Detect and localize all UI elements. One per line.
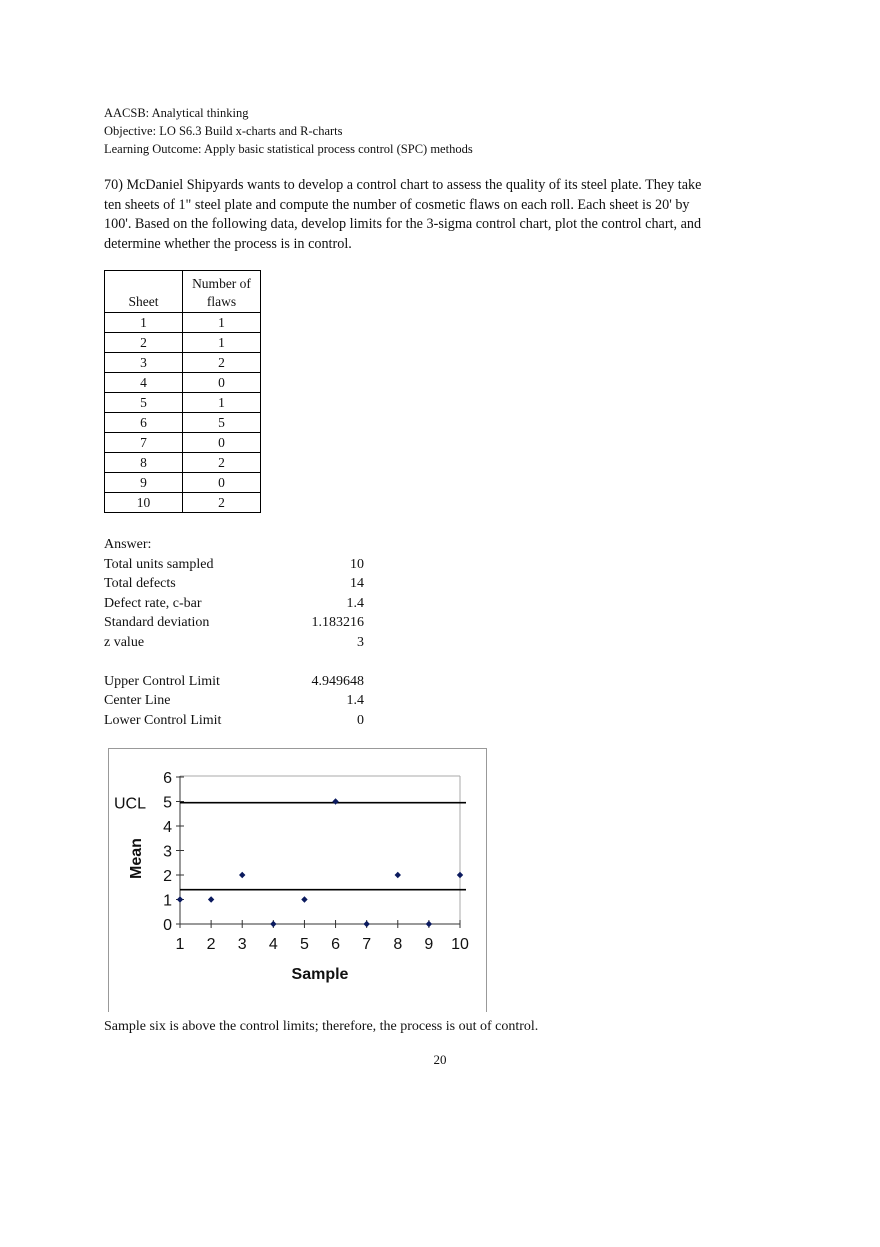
answer-row	[104, 574, 364, 594]
sheet-cell: 2	[105, 333, 183, 353]
table-row	[105, 433, 261, 453]
data-point	[239, 872, 245, 878]
flaws-cell: 1	[183, 333, 261, 353]
header-flaws	[183, 271, 261, 313]
x-tick-label: 8	[393, 936, 403, 953]
x-tick-label: 3	[237, 936, 247, 953]
conclusion-text: Sample six is above the control limits; therefore, the process is out of control.	[104, 1019, 539, 1034]
table-row	[105, 333, 261, 353]
control-chart	[108, 748, 488, 1012]
x-tick-label: 7	[362, 936, 372, 953]
control-chart-svg	[108, 748, 488, 1012]
data-point	[301, 896, 307, 902]
question-text: 70) McDaniel Shipyards wants to develop a control chart to assess the quality of its steel plate. They take ten sheets of 1" steel plate and compute the number of cosmetic flaws on each roll. Each sheet is 20' by 100'. Based on the following data, develop limits for the 3-sigma control chart, plot the control chart, and determine whether the process is in control.	[104, 177, 702, 252]
x-tick-label: 5	[299, 936, 309, 953]
limits-list	[104, 672, 364, 731]
sheet-cell: 4	[105, 373, 183, 393]
table-row	[105, 493, 261, 513]
stats-list	[104, 555, 364, 653]
page-number: 20	[433, 1052, 447, 1067]
answer-value: 14	[350, 576, 364, 591]
table-row	[105, 413, 261, 433]
table-header-row	[105, 271, 261, 313]
answer-value: 4.949648	[311, 673, 364, 689]
answer-label: Standard deviation	[104, 615, 210, 630]
y-tick-label: 6	[163, 770, 172, 787]
y-tick-label: 0	[163, 917, 172, 934]
x-axis-title: Sample	[291, 966, 349, 983]
flaws-cell: 2	[183, 353, 261, 373]
x-tick-label: 9	[424, 936, 434, 953]
answer-label: Upper Control Limit	[104, 673, 220, 689]
flaws-cell: 1	[183, 393, 261, 413]
flaws-cell: 0	[183, 473, 261, 493]
x-tick-label: 1	[175, 936, 185, 953]
table-row	[105, 393, 261, 413]
answer-value: 10	[350, 556, 364, 572]
y-tick-label: 3	[163, 843, 172, 861]
answer-row	[104, 613, 364, 633]
answer-label: Defect rate, c-bar	[104, 595, 202, 611]
flaws-cell: 0	[183, 433, 261, 453]
data-point	[332, 798, 338, 804]
aacsb-line: AACSB: Analytical thinking	[104, 106, 249, 120]
answer-label: Center Line	[104, 693, 171, 708]
answer-row	[104, 672, 364, 692]
table-row	[105, 453, 261, 473]
data-point	[270, 921, 276, 927]
x-tick-label: 2	[206, 936, 216, 953]
data-point	[208, 896, 214, 902]
sheet-cell: 8	[105, 453, 183, 473]
table-row	[105, 373, 261, 393]
y-tick-label: 1	[163, 892, 172, 910]
answer-heading: Answer:	[104, 537, 152, 552]
answer-label: Total defects	[104, 576, 176, 591]
answer-row	[104, 555, 364, 575]
answer-row	[104, 594, 364, 614]
y-tick-label: 5	[163, 794, 172, 812]
flaws-cell: 2	[183, 493, 261, 513]
data-point	[363, 921, 369, 927]
objective-line: Objective: LO S6.3 Build x-charts and R-charts	[104, 124, 343, 138]
x-tick-label: 10	[451, 936, 469, 953]
data-point	[177, 896, 183, 902]
answer-label: Lower Control Limit	[104, 712, 222, 728]
data-point	[395, 872, 401, 878]
answer-label: Total units sampled	[104, 556, 214, 572]
answer-block	[104, 535, 364, 730]
answer-value: 1.4	[346, 693, 364, 708]
answer-row	[104, 633, 364, 653]
data-point	[457, 872, 463, 878]
metadata-block	[104, 104, 473, 158]
table-row	[105, 353, 261, 373]
answer-value: 1.183216	[311, 615, 364, 630]
x-tick-label: 6	[331, 936, 341, 953]
answer-label: z value	[104, 634, 145, 650]
y-tick-label: 4	[163, 819, 172, 836]
sheet-cell: 7	[105, 433, 183, 453]
y-tick-label: 2	[163, 868, 172, 885]
flaws-cell: 5	[183, 413, 261, 433]
reference-line-label: UCL	[114, 795, 147, 813]
header-sheet: Sheet	[105, 271, 183, 313]
data-point	[426, 921, 432, 927]
flaws-cell: 2	[183, 453, 261, 473]
y-axis-title: Mean	[128, 838, 145, 879]
sheet-cell: 6	[105, 413, 183, 433]
answer-value: 1.4	[346, 595, 364, 611]
sheet-cell: 10	[105, 493, 183, 513]
x-tick-label: 4	[268, 936, 278, 953]
sheet-cell: 1	[105, 313, 183, 333]
answer-value: 3	[357, 634, 364, 650]
table-row	[105, 473, 261, 493]
sheet-cell: 3	[105, 353, 183, 373]
flaws-cell: 1	[183, 313, 261, 333]
flaws-cell: 0	[183, 373, 261, 393]
answer-value: 0	[357, 712, 364, 728]
header-flaws-label: Number of flaws	[192, 276, 251, 309]
flaws-table	[104, 270, 261, 513]
sheet-cell: 5	[105, 393, 183, 413]
learning-outcome-line: Learning Outcome: Apply basic statistical process control (SPC) methods	[104, 142, 473, 156]
answer-row	[104, 691, 364, 711]
answer-row	[104, 711, 364, 731]
sheet-cell: 9	[105, 473, 183, 493]
table-row	[105, 313, 261, 333]
table-body	[105, 313, 261, 513]
